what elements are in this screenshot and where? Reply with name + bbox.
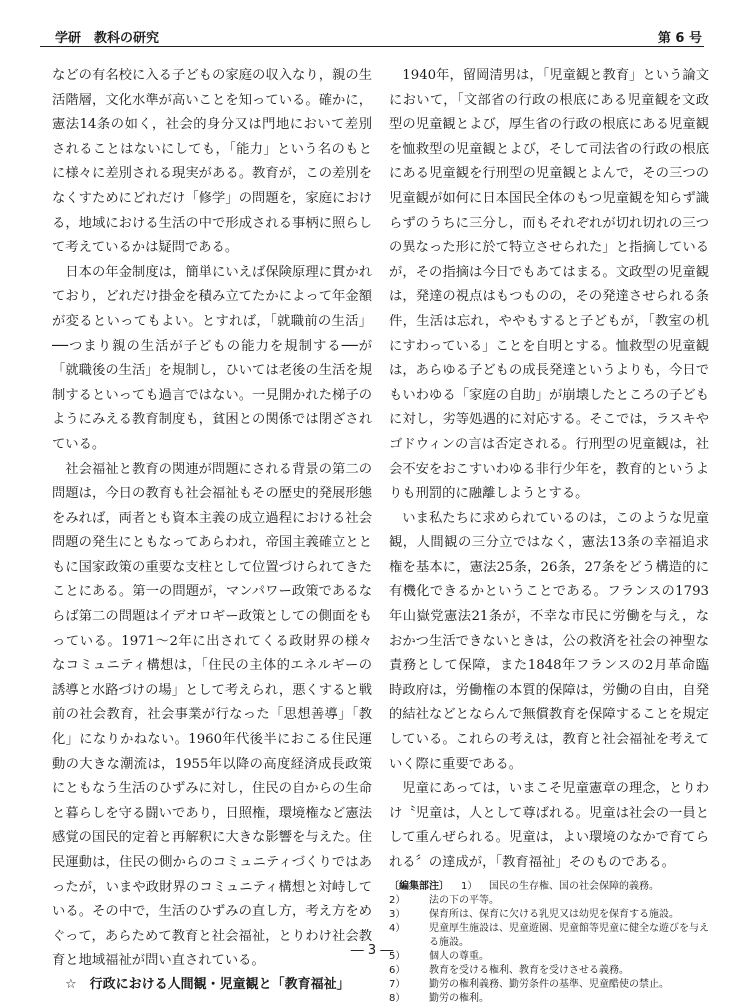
right-column — [389, 64, 709, 1006]
paragraph: 1940年，留岡清男は，「児童観と教育」という論文において，「文部省の行政の根底にある児童観を文政型の児童観とよび，厚生省の行政の根底にある児童観を恤救型の児童観とよび，そして司法省の行政の根底にある児童観を行刑型の児童観とよんで，その三つの児童観が如何に日本国民全体のもつ児童観を知らず識らずのうちに三分し，而もそれぞれが切れ切れの三つの異なった形に於て特立させられた」と指摘しているが，その指摘は今日でもあてはまる。文政型の児童観は，発達の視点はもつものの，その発達させられる条件，生活は忘れ，ややもすると子どもが，「教室の机にすわっている」ことを自明とする。恤救型の児童観は，あらゆる子どもの成長発達というよりも，今日でもいわゆる「家庭の自助」が崩壊したところの子どもに対し，劣等処遇的に対応する。そこでは，ラスキやゴドウィンの言は否定される。行刑型の児童観は，社会不安をおこすいわゆる非行少年を，教育的というよりも刑罰的に融離しようとする。 — [389, 68, 709, 502]
note-item — [389, 880, 709, 894]
note-number: 4） — [389, 922, 406, 934]
note-number: 8） — [389, 992, 406, 1004]
note-number: 3） — [389, 908, 406, 920]
note-text: 児童厚生施設は、児童遊園、児童館等児童に健全な遊びを与える施設。 — [429, 922, 709, 948]
header-rule — [40, 46, 704, 47]
note-text: 個人の尊重。 — [429, 950, 489, 962]
note-text: 勤労の権利義務、勤労条件の基準、児童酷使の禁止。 — [429, 978, 669, 990]
note-item — [389, 978, 709, 992]
note-item — [389, 908, 709, 922]
page-header — [55, 27, 702, 47]
paragraph: 日本の年金制度は，簡単にいえば保険原理に貫かれており，どれだけ掛金を積み立てたかによって年金額が変るといってもよい。とすれば，「就職前の生活」──つまり親の生活が子どもの能力を規制する──が「就職後の生活」を規制し，ひいては老後の生活を規制するといっても過言ではない。一見開かれた梯子のようにみえる教育制度も，貧困との関係では閉ざされている。 — [52, 264, 372, 452]
section-heading: ☆ 行政における人間観・児童観と「教育福祉」 — [65, 976, 350, 992]
notes-label: 〔編集部注〕 — [389, 880, 449, 892]
note-text: 勤労の権利。 — [429, 992, 489, 1004]
note-item — [389, 894, 709, 908]
note-number: 2） — [389, 894, 406, 906]
paragraph: などの有名校に入る子どもの家庭の収入なり，親の生活階層，文化水準が高いことを知っている。確かに，憲法14条の如く，社会的身分又は門地において差別されることはないにしても，「能力」という名のもとに様々に差別される現実がある。教育が，この差別をなくすためにどれだけ「修学」の問題を，家庭における，地域における生活の中で形成される事柄に照らして考えているかは疑問である。 — [52, 68, 372, 256]
left-column — [52, 64, 372, 996]
journal-title: 学研 教科の研究 — [55, 31, 160, 46]
note-number: 7） — [389, 978, 406, 990]
paragraph: 社会福祉と教育の関連が問題にされる背景の第二の問題は，今日の教育も社会福祉もその歴史的発展形態をみれば，両者とも資本主義の成立過程における社会問題の発生にともなってあらわれ，帝国主義確立とともに国家政策の重要な支柱として位置づけられてきたことにある。第一の問題が，マンパワー政策であるならば第二の問題はイデオロギー政策としての側面をもっている。1971～2年に出されてくる政財界の様々なコミュニティ構想は，「住民の主体的エネルギーの誘導と水路づけの場」として考えられ，悪くすると戦前の社会教育，社会事業が行なった「思想善導」「教化」になりかねない。1960年代後半におこる住民運動の大きな潮流は，1955年以降の高度経済成長政策にともなう生活のひずみに対し，住民の自からの生命と暮らしを守る闘いであり，日照権，環境権など憲法感覚の国民的定着と再解釈に大きな影響を与えた。住民運動は，住民の側からのコミュニティづくりではあったが，いまや政財界のコミュニティ構想と対峙している。その中で，生活のひずみの直し方，考え方をめぐって，あらためて教育と社会福祉，とりわけ社会教育と地域福祉が問い直されている。 — [52, 461, 372, 969]
note-text: 保育所は、保育に欠ける乳児又は幼児を保育する施設。 — [429, 908, 679, 920]
note-number: 5） — [389, 950, 406, 962]
issue-number: 第 6 号 — [657, 31, 702, 46]
paragraph: 児童にあっては，いまこそ児童憲章の理念，とりわけ〝児童は，人として尊ばれる。児童は社会の一員として重んぜられる。児童は，よい環境のなかで育てられる〞の達成が，「教育福祉」そのものである。 — [389, 781, 709, 870]
note-item — [389, 992, 709, 1006]
page-number: ― 3 ― — [350, 943, 394, 958]
note-text: 教育を受ける権利、教育を受けさせる義務。 — [429, 964, 629, 976]
note-item — [389, 964, 709, 978]
paragraph: いま私たちに求められているのは，このような児童観，人間観の三分立ではなく，憲法13条の幸福追求権を基本に，憲法25条，26条，27条をどう構造的に有機化できるかということである。フランスの1793年山嶽党憲法21条が，不幸な市民に労働を与え，なおかつ生活できないときは，公の救済を社会の神聖な責務として保障，また1848年フランスの2月革命臨時政府は，労働権の本質的保障は，労働の自由，自発的結社などとならんで無償教育を保障することを規定している。これらの考えは，教育と社会福祉を考えていく際に重要である。 — [389, 510, 709, 772]
note-text: 法の下の平等。 — [429, 894, 499, 906]
note-text: 国民の生存権、国の社会保障的義務。 — [489, 880, 659, 892]
note-number: 1） — [461, 880, 478, 892]
note-number: 6） — [389, 964, 406, 976]
